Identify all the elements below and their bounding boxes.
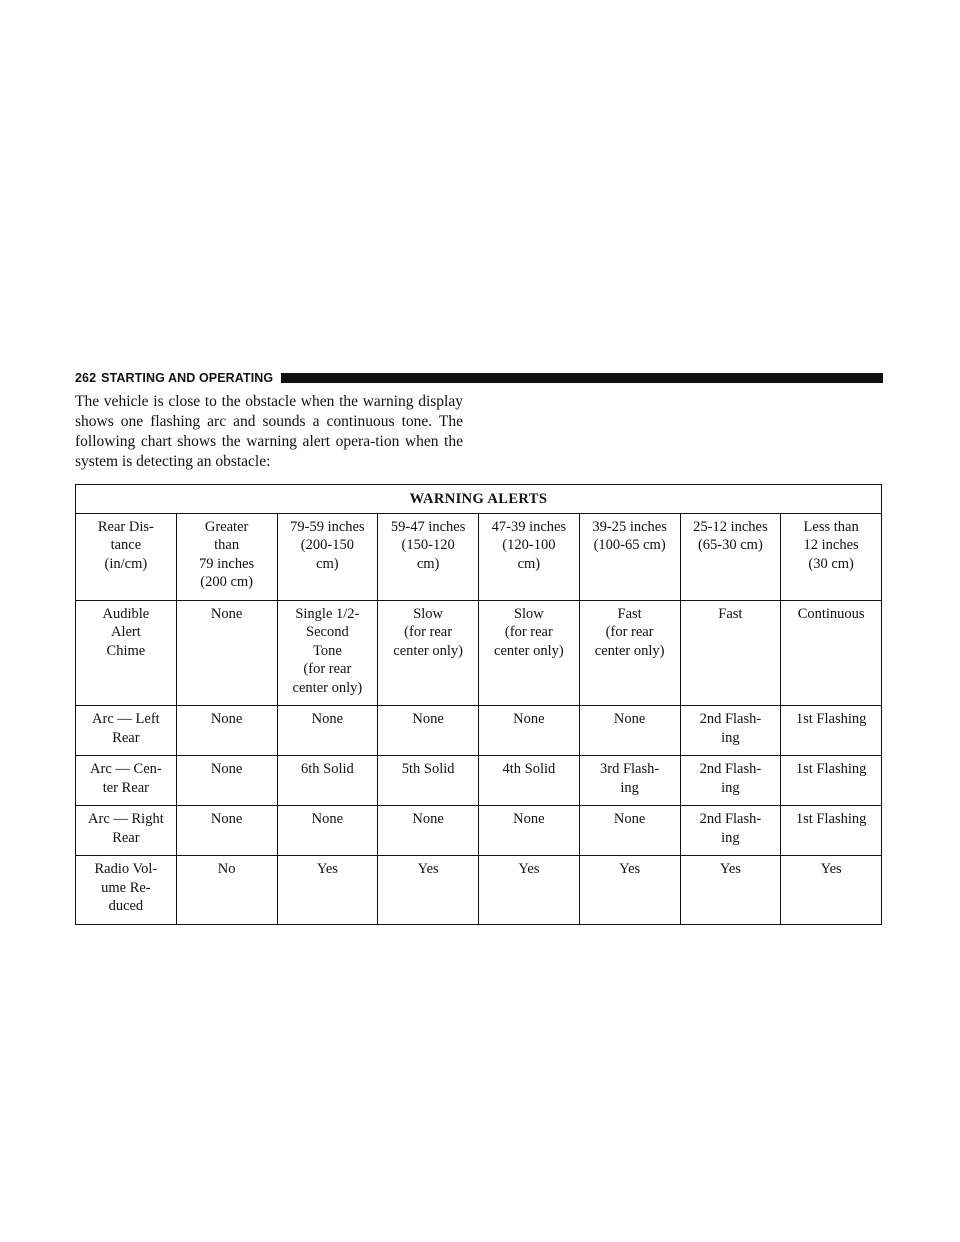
- table-cell: Yes: [680, 856, 781, 925]
- table-cell: Fast: [680, 600, 781, 706]
- table-cell: 2nd Flash- ing: [680, 706, 781, 756]
- warning-alerts-table: [75, 484, 882, 925]
- table-cell: 5th Solid: [378, 756, 479, 806]
- table-cell: Radio Vol- ume Re- duced: [76, 856, 177, 925]
- table-cell: No: [176, 856, 277, 925]
- table-cell: 2nd Flash- ing: [680, 756, 781, 806]
- table-cell: None: [176, 806, 277, 856]
- table-title-row: [76, 485, 882, 514]
- table-cell: None: [277, 706, 378, 756]
- table-row: [76, 513, 882, 600]
- table-cell: None: [378, 806, 479, 856]
- table-row: [76, 756, 882, 806]
- table-cell: Yes: [277, 856, 378, 925]
- table-cell: Greater than 79 inches (200 cm): [176, 513, 277, 600]
- table-body: [76, 513, 882, 924]
- table-cell: 79-59 inches (200-150 cm): [277, 513, 378, 600]
- table-cell: Yes: [378, 856, 479, 925]
- intro-paragraph: The vehicle is close to the obstacle when the warning display shows one flashing arc and sounds a continuous tone. The following chart shows the warning alert opera-tion when the system is detecting an obstacle:: [75, 393, 463, 470]
- table-cell: Rear Dis- tance (in/cm): [76, 513, 177, 600]
- table-cell: None: [277, 806, 378, 856]
- table-cell: 1st Flashing: [781, 756, 882, 806]
- table-row: [76, 806, 882, 856]
- table-row: [76, 856, 882, 925]
- table-cell: 1st Flashing: [781, 706, 882, 756]
- table-cell: None: [176, 706, 277, 756]
- table-cell: None: [479, 706, 580, 756]
- table-cell: Single 1/2- Second Tone (for rear center only): [277, 600, 378, 706]
- table-cell: Slow (for rear center only): [378, 600, 479, 706]
- table-cell: None: [579, 806, 680, 856]
- page-number: 262: [75, 371, 97, 385]
- table-cell: 4th Solid: [479, 756, 580, 806]
- table-cell: 1st Flashing: [781, 806, 882, 856]
- table-cell: Fast (for rear center only): [579, 600, 680, 706]
- table-cell: None: [176, 756, 277, 806]
- header-rule: [281, 373, 883, 383]
- table-row: [76, 706, 882, 756]
- table-cell: Continuous: [781, 600, 882, 706]
- table-cell: Arc — Left Rear: [76, 706, 177, 756]
- table-cell: Slow (for rear center only): [479, 600, 580, 706]
- table-row: [76, 600, 882, 706]
- table-cell: 59-47 inches (150-120 cm): [378, 513, 479, 600]
- table-cell: Yes: [781, 856, 882, 925]
- table-cell: 25-12 inches (65-30 cm): [680, 513, 781, 600]
- table-cell: 39-25 inches (100-65 cm): [579, 513, 680, 600]
- table-title: WARNING ALERTS: [76, 485, 882, 514]
- table-cell: None: [378, 706, 479, 756]
- page-header: [75, 370, 883, 386]
- table-cell: Yes: [479, 856, 580, 925]
- table-cell: 47-39 inches (120-100 cm): [479, 513, 580, 600]
- table-cell: Yes: [579, 856, 680, 925]
- table-cell: 6th Solid: [277, 756, 378, 806]
- table-cell: 2nd Flash- ing: [680, 806, 781, 856]
- table-cell: 3rd Flash- ing: [579, 756, 680, 806]
- section-title: STARTING AND OPERATING: [101, 371, 274, 385]
- table-cell: None: [479, 806, 580, 856]
- table-cell: Audible Alert Chime: [76, 600, 177, 706]
- table-cell: Arc — Right Rear: [76, 806, 177, 856]
- table-cell: Less than 12 inches (30 cm): [781, 513, 882, 600]
- table-cell: None: [176, 600, 277, 706]
- table-cell: Arc — Cen- ter Rear: [76, 756, 177, 806]
- table-cell: None: [579, 706, 680, 756]
